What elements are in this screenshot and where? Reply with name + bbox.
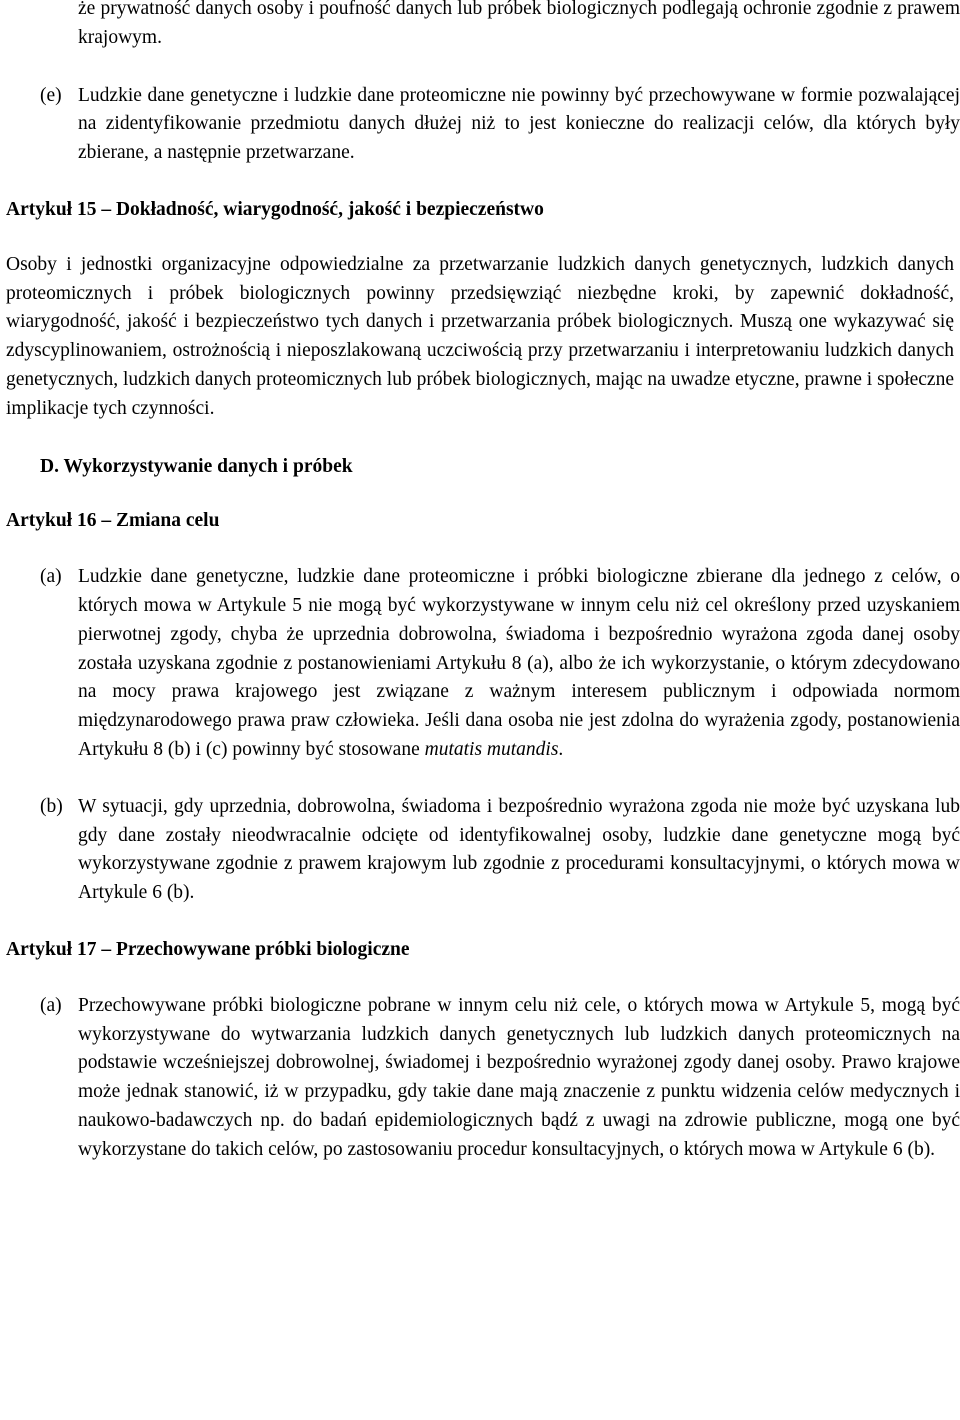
article-14-item-e	[0, 82, 960, 168]
article-15-paragraph: Osoby i jednostki organizacyjne odpowiedzialne za przetwarzanie ludzkich danych genetycznych, ludzkich danych proteomicznych i próbek biologicznych powinny przedsięwziąć niezbędne kroki, by zapewnić dokładność, wiarygodność, jakość i bezpieczeństwo tych danych i przetwarzania próbek biologicznych. Muszą one wykazywać się zdyscyplinowaniem, ostrożnością i nieposzlakowaną uczciwością przy przetwarzaniu i interpretowaniu ludzkich danych genetycznych, ludzkich danych proteomicznych lub próbek biologicznych, mając na uwadze etyczne, prawne i społeczne implikacje tych czynności.	[6, 253, 954, 419]
article-17-heading: Artykuł 17 – Przechowywane próbki biologiczne	[6, 938, 410, 960]
item-marker: (a)	[40, 566, 62, 588]
item-end: .	[558, 738, 564, 760]
intro-continuation: że prywatność danych osoby i poufność danych lub próbek biologicznych podlegają ochronie zgodnie z prawem krajowym.	[78, 0, 960, 48]
item-text: W sytuacji, gdy uprzednia, dobrowolna, świadoma i bezpośrednio wyrażona zgoda nie może być uzyskana lub gdy dane zostały nieodwracalnie odcięte od identyfikowalnej osoby, ludzkie dane genetyczne mogą być wykorzystywane zgodnie z prawem krajowym lub zgodnie z procedurami konsultacyjnymi, o których mowa w Artykule 6 (b).	[78, 795, 960, 904]
section-d-heading: D. Wykorzystywanie danych i próbek	[40, 455, 353, 477]
item-marker: (e)	[40, 84, 62, 106]
article-16-item-a	[0, 563, 960, 765]
item-text: Ludzkie dane genetyczne, ludzkie dane proteomiczne i próbki biologiczne zbierane dla jednego z celów, o których mowa w Artykule 5 nie mogą być wykorzystywane w innym celu niż cel określony przed uzyskaniem pierwotnej zgody, chyba że uprzednia dobrowolna, świadoma i bezpośrednio wyrażona zgoda danej osoby została uzyskana zgodnie z postanowieniami Artykułu 8 (a), albo że ich wykorzystanie, o którym zdecydowano na mocy prawa krajowego jest związane z ważnym interesem publicznym i odpowiada normom międzynarodowego prawa praw człowieka. Jeśli dana osoba nie jest zdolna do wyrażenia zgody, postanowienia Artykułu 8 (b) i (c) powinny być stosowane	[78, 566, 960, 760]
item-marker: (a)	[40, 994, 62, 1016]
item-text: Przechowywane próbki biologiczne pobrane w innym celu niż cele, o których mowa w Artykule 5, mogą być wykorzystywane do wytwarzania ludzkich danych genetycznych lub ludzkich danych proteomicznych na podstawie wcześniejszej dobrowolnej, świadomej i bezpośrednio wyrażonej zgody danej osoby. Prawo krajowe może jednak stanowić, iż w przypadku, gdy takie dane mają znaczenie z punktu widzenia celów medycznych i naukowo-badawczych np. do badań epidemiologicznych bądź z uwagi na zdrowie publiczne, mogą one być wykorzystane do takich celów, po zastosowaniu procedur konsultacyjnych, o których mowa w Artykule 6 (b).	[78, 994, 960, 1160]
item-marker: (b)	[40, 795, 63, 817]
article-16-item-b	[0, 793, 960, 908]
article-17-item-a	[0, 992, 960, 1165]
item-text: Ludzkie dane genetyczne i ludzkie dane proteomiczne nie powinny być przechowywane w formie pozwalającej na zidentyfikowanie przedmiotu danych dłużej niż to jest konieczne do realizacji celów, dla których były zbierane, a następnie przetwarzane.	[78, 84, 960, 164]
latin-phrase: mutatis mutandis	[424, 738, 559, 760]
article-16-heading: Artykuł 16 – Zmiana celu	[6, 510, 220, 532]
article-15-heading: Artykuł 15 – Dokładność, wiarygodność, jakość i bezpieczeństwo	[6, 198, 544, 220]
